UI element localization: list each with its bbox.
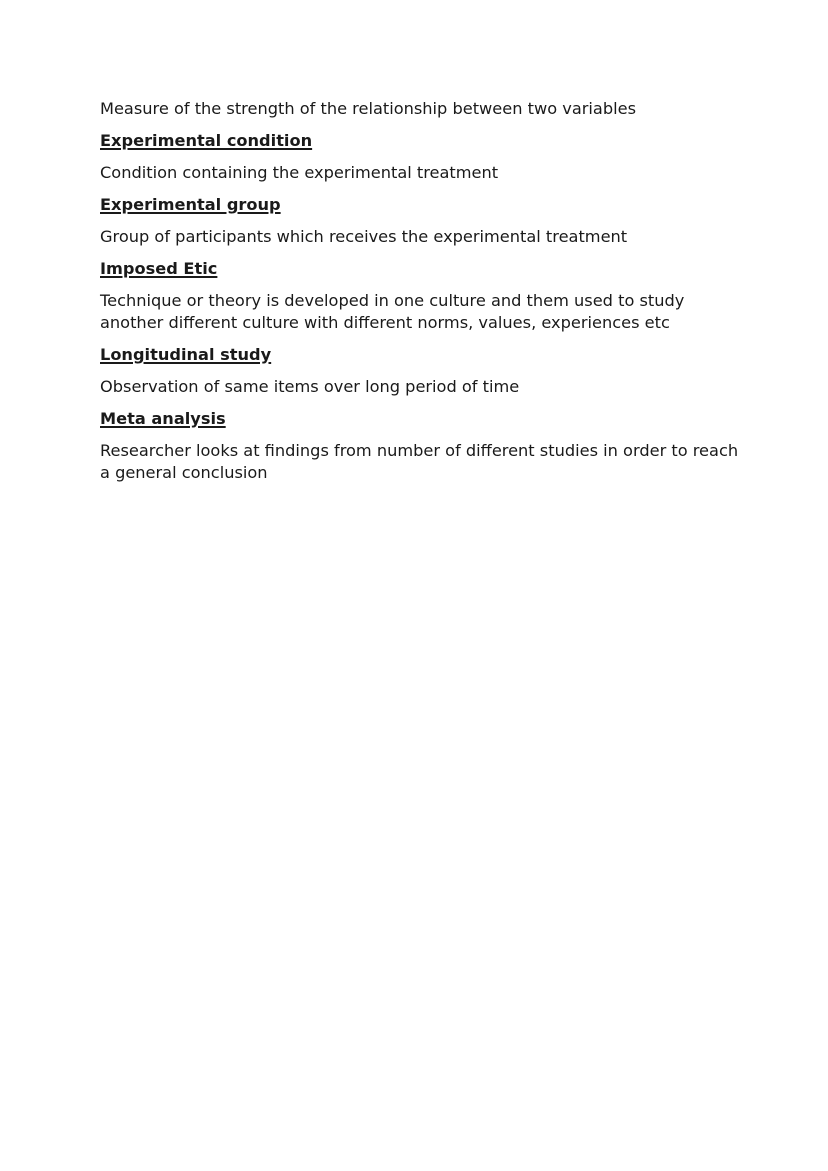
intro-definition: Measure of the strength of the relationship between two variables [100,99,636,118]
definition-meta-analysis: Researcher looks at findings from number of different studies in order to reach a general conclusion [100,441,739,482]
definition-experimental-condition: Condition containing the experimental treatment [100,163,499,182]
term-imposed-etic: Imposed Etic [100,259,218,278]
term-meta-analysis: Meta analysis [100,409,226,428]
definition-experimental-group: Group of participants which receives the experimental treatment [100,227,628,246]
term-experimental-condition: Experimental condition [100,131,313,150]
term-longitudinal-study: Longitudinal study [100,345,272,364]
definition-imposed-etic: Technique or theory is developed in one culture and them used to study another different culture with different norms, values, experiences etc [100,291,685,332]
term-experimental-group: Experimental group [100,195,281,214]
definition-longitudinal-study: Observation of same items over long period of time [100,377,520,396]
glossary-page [100,98,740,494]
